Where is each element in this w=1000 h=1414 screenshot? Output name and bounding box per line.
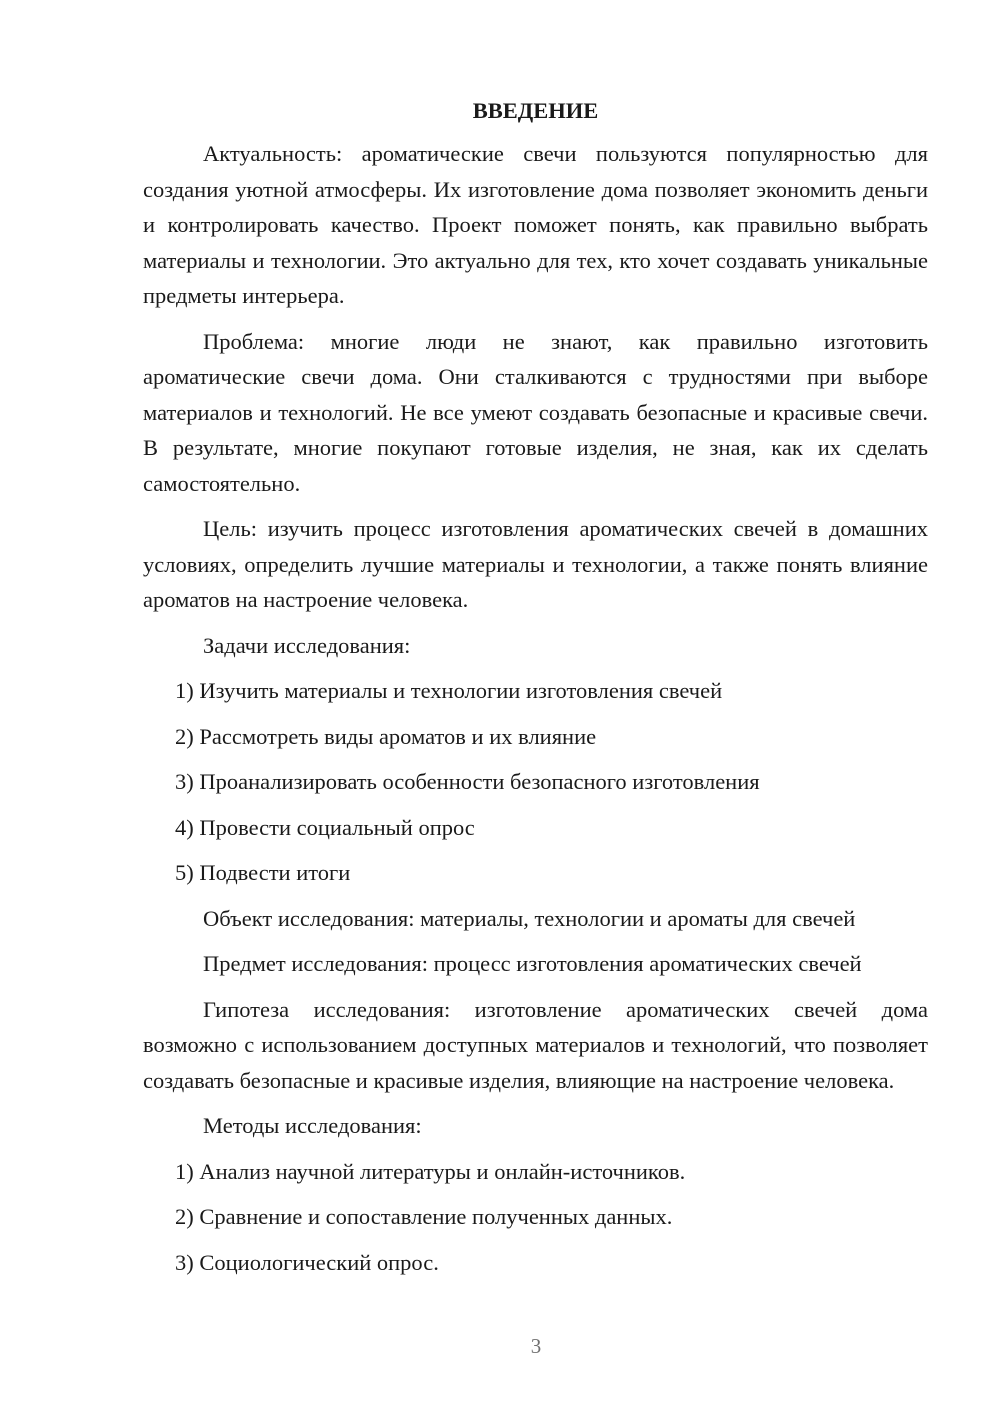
list-item: 3) Проанализировать особенности безопасного изготовления bbox=[175, 769, 760, 794]
page-number: 3 bbox=[530, 1334, 542, 1358]
list-item: 1) Изучить материалы и технологии изготовления свечей bbox=[175, 678, 723, 703]
tasks-heading: Задачи исследования: bbox=[203, 632, 411, 658]
list-item: 5) Подвести итоги bbox=[175, 860, 351, 885]
list-item: 3) Социологический опрос. bbox=[175, 1249, 439, 1275]
list-item: 2) Рассмотреть виды ароматов и их влияние bbox=[175, 723, 597, 749]
methods-heading: Методы исследования: bbox=[203, 1113, 422, 1138]
hypothesis-paragraph: Гипотеза исследования: изготовление ароматических свечей дома возможно с использованием доступных материалов и технологий, что позволяет создавать безопасные и красивые изделия, влияющие на настроение человека. bbox=[143, 996, 928, 1093]
list-item: 4) Провести социальный опрос bbox=[175, 814, 475, 840]
page-content bbox=[143, 96, 928, 1290]
problem-paragraph: Проблема: многие люди не знают, как правильно изготовить ароматические свечи дома. Они сталкиваются с трудностями при выборе материалов и технологий. Не все умеют создавать безопасные и красивые свечи. В результате, многие покупают готовые изделия, не зная, как их сделать самостоятельно. bbox=[143, 328, 928, 496]
methods-list bbox=[143, 1154, 928, 1281]
page-title: ВВЕДЕНИЕ bbox=[472, 98, 599, 123]
goal-paragraph: Цель: изучить процесс изготовления ароматических свечей в домашних условиях, определить лучшие материалы и технологии, а также понять влияние ароматов на настроение человека. bbox=[143, 516, 928, 612]
tasks-list bbox=[143, 673, 928, 891]
list-item: 2) Сравнение и сопоставление полученных данных. bbox=[175, 1204, 673, 1229]
object-line: Объект исследования: материалы, технологии и ароматы для свечей bbox=[203, 905, 856, 931]
list-item: 1) Анализ научной литературы и онлайн-источников. bbox=[175, 1158, 686, 1184]
relevance-paragraph: Актуальность: ароматические свечи пользуются популярностью для создания уютной атмосферы. Их изготовление дома позволяет экономить деньги и контролировать качество. Проект поможет понять, как правильно выбрать материалы и технологии. Это актуально для тех, кто хочет создавать уникальные предметы интерьера. bbox=[143, 141, 928, 308]
subject-line: Предмет исследования: процесс изготовления ароматических свечей bbox=[203, 951, 862, 976]
